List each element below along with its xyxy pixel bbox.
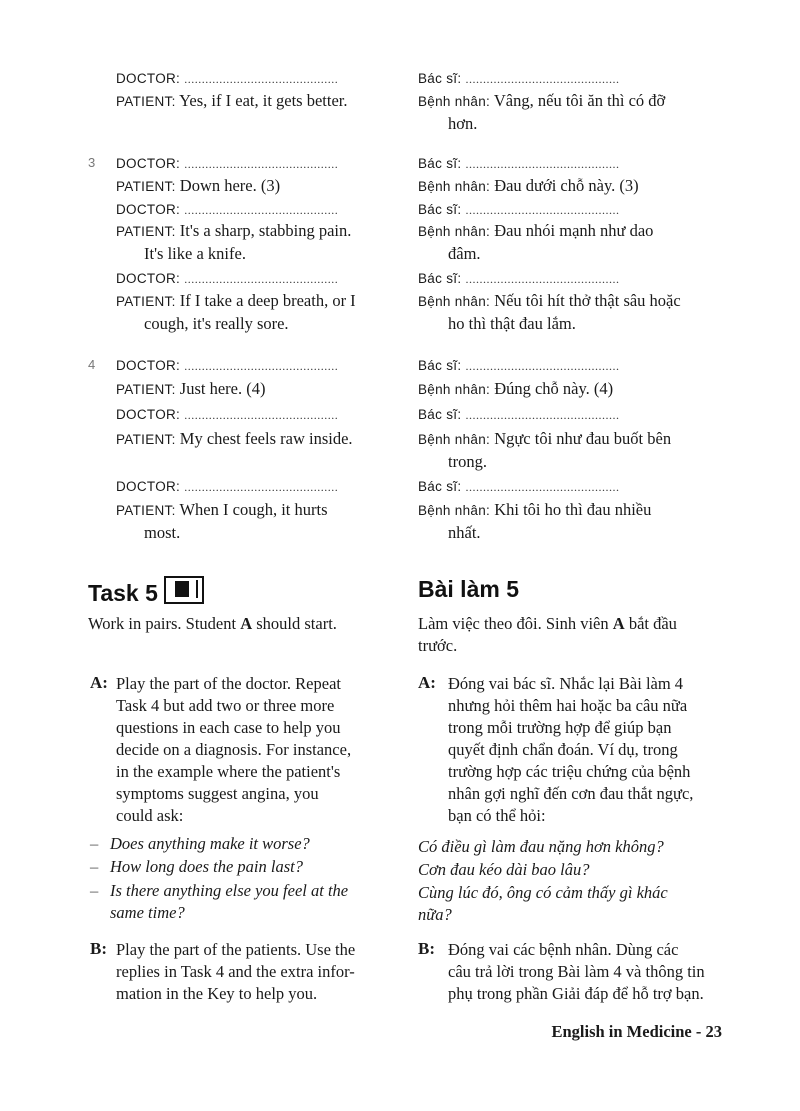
dialogue-line — [116, 90, 396, 113]
speaker-doctor: DOCTOR: — [116, 407, 181, 422]
dialogue-line — [116, 499, 396, 544]
student-b-instructions: Play the part of the patients. Use the replies in Task 4 and the extra infor- mation in the Key to help you. — [116, 940, 356, 1003]
speaker-patient: PATIENT: — [116, 432, 176, 447]
blank-line: ............................................ — [184, 72, 339, 86]
student-a-instructions: Play the part of the doctor. Repeat Task 4 but add two or three more questions in each case to help you decide on a diagnosis. For instance, in the example where the patient's symptoms suggest angina, you could ask: — [116, 674, 352, 825]
section-number: 3 — [88, 155, 96, 170]
dialogue-line — [418, 378, 730, 401]
speaker-patient: Bệnh nhân: — [418, 503, 491, 518]
patient-reply: When I cough, it hurts — [179, 500, 328, 519]
patient-reply: Yes, if I eat, it gets better. — [179, 91, 348, 110]
task-intro-vi: Làm việc theo đôi. Sinh viên A bắt đầu trước. — [418, 614, 677, 655]
dialogue-line — [418, 267, 730, 290]
speaker-doctor: DOCTOR: — [116, 479, 181, 494]
patient-reply-cont: đâm. — [448, 244, 481, 263]
dialogue-line — [418, 152, 730, 175]
speaker-doctor: Bác sĩ: — [418, 202, 462, 217]
speaker-doctor: Bác sĩ: — [418, 271, 462, 286]
task-heading-vi: Bài làm 5 — [418, 576, 519, 602]
speaker-patient: PATIENT: — [116, 382, 176, 397]
dialogue-line — [116, 475, 396, 498]
dialogue-line — [418, 220, 730, 265]
dialogue-line — [418, 428, 730, 473]
speaker-doctor: Bác sĩ: — [418, 358, 462, 373]
dialogue-line — [418, 475, 730, 498]
blank-line: ............................................ — [465, 72, 620, 86]
student-a-label: A: — [90, 673, 108, 692]
bullet-dash: – — [90, 881, 99, 900]
dialogue-line — [418, 290, 730, 335]
patient-reply-cont: nhất. — [448, 523, 481, 542]
student-b-label-vi: B: — [418, 939, 435, 958]
dialogue-line — [116, 378, 396, 401]
patient-reply: Đau nhói mạnh như dao — [494, 221, 654, 240]
speaker-patient: Bệnh nhân: — [418, 294, 491, 309]
blank-line: ............................................ — [184, 157, 339, 171]
dialogue-line — [116, 220, 396, 265]
section-number: 4 — [88, 357, 96, 372]
blank-line: ............................................ — [184, 408, 339, 422]
speaker-doctor: DOCTOR: — [116, 71, 181, 86]
blank-line: ............................................ — [465, 359, 620, 373]
patient-reply: Đúng chỗ này. (4) — [494, 379, 614, 398]
patient-reply: Đau dưới chỗ này. (3) — [494, 176, 639, 195]
dialogue-line — [418, 354, 730, 377]
blank-line: ............................................ — [465, 157, 620, 171]
student-b-label: B: — [90, 939, 107, 958]
patient-reply: It's a sharp, stabbing pain. — [179, 221, 352, 240]
patient-reply-cont: ho thì thật đau lắm. — [448, 314, 576, 333]
blank-line: ............................................ — [465, 408, 620, 422]
dialogue-line — [116, 290, 396, 335]
blank-line: ............................................ — [184, 203, 339, 217]
blank-line: ............................................ — [184, 359, 339, 373]
example-question: Is there anything else you feel at the same time? — [110, 881, 349, 922]
task-intro: Work in pairs. Student A should start. — [88, 614, 337, 633]
pair-work-icon — [164, 576, 204, 604]
patient-reply: Down here. (3) — [179, 176, 281, 195]
page-footer: English in Medicine - 23 — [551, 1022, 722, 1041]
patient-reply: If I take a deep breath, or I — [179, 291, 356, 310]
student-a-instructions-vi: Đóng vai bác sĩ. Nhắc lại Bài làm 4 nhưng hỏi thêm hai hoặc ba câu nữa trong mỗi trường hợp để giúp bạn quyết định chẩn đoán. Ví dụ, trong trường hợp các triệu chứng của bệnh nhân gợi nghĩ đến cơn đau thắt ngực, bạn có thể hỏi: — [448, 674, 694, 825]
dialogue-line — [116, 354, 396, 377]
example-question: How long does the pain last? — [110, 857, 303, 876]
blank-line: ............................................ — [465, 203, 620, 217]
dialogue-line — [116, 267, 396, 290]
speaker-patient: PATIENT: — [116, 179, 176, 194]
patient-reply-cont: It's like a knife. — [144, 244, 246, 263]
speaker-doctor: DOCTOR: — [116, 271, 181, 286]
bullet-dash: – — [90, 857, 99, 876]
dialogue-line — [116, 403, 396, 426]
student-a-label-vi: A: — [418, 673, 436, 692]
dialogue-line — [116, 198, 396, 221]
example-question: Does anything make it worse? — [110, 834, 310, 853]
speaker-doctor: DOCTOR: — [116, 358, 181, 373]
speaker-doctor: DOCTOR: — [116, 202, 181, 217]
dialogue-line — [116, 152, 396, 175]
speaker-doctor: Bác sĩ: — [418, 407, 462, 422]
speaker-patient: Bệnh nhân: — [418, 94, 491, 109]
bullet-dash: – — [90, 834, 99, 853]
patient-reply-cont: hơn. — [448, 114, 478, 133]
patient-reply: Ngực tôi như đau buốt bên — [494, 429, 672, 448]
patient-reply-cont: most. — [144, 523, 181, 542]
blank-line: ............................................ — [184, 480, 339, 494]
patient-reply: Khi tôi ho thì đau nhiều — [494, 500, 652, 519]
speaker-patient: Bệnh nhân: — [418, 382, 491, 397]
blank-line: ............................................ — [465, 272, 620, 286]
dialogue-line — [418, 198, 730, 221]
speaker-patient: Bệnh nhân: — [418, 224, 491, 239]
blank-line: ............................................ — [465, 480, 620, 494]
dialogue-line — [418, 499, 730, 544]
example-question-vi: Có điều gì làm đau nặng hơn không? — [418, 837, 664, 856]
speaker-doctor: Bác sĩ: — [418, 156, 462, 171]
speaker-patient: PATIENT: — [116, 224, 176, 239]
student-b-instructions-vi: Đóng vai các bệnh nhân. Dùng các câu trả lời trong Bài làm 4 và thông tin phụ trong phần Giải đáp để hỗ trợ bạn. — [448, 940, 705, 1003]
patient-reply-cont: trong. — [448, 452, 487, 471]
patient-reply: My chest feels raw inside. — [179, 429, 353, 448]
task-title: Task 5 — [88, 580, 158, 606]
dialogue-line — [418, 90, 730, 135]
speaker-doctor: Bác sĩ: — [418, 479, 462, 494]
dialogue-line — [418, 67, 730, 90]
speaker-doctor: Bác sĩ: — [418, 71, 462, 86]
task-heading — [88, 576, 204, 607]
speaker-patient: PATIENT: — [116, 503, 176, 518]
patient-reply-cont: cough, it's really sore. — [144, 314, 289, 333]
speaker-patient: PATIENT: — [116, 94, 176, 109]
blank-line: ............................................ — [184, 272, 339, 286]
patient-reply: Just here. (4) — [179, 379, 266, 398]
speaker-doctor: DOCTOR: — [116, 156, 181, 171]
dialogue-line — [116, 175, 396, 198]
speaker-patient: Bệnh nhân: — [418, 179, 491, 194]
patient-reply: Nếu tôi hít thở thật sâu hoặc — [494, 291, 681, 310]
patient-reply: Vâng, nếu tôi ăn thì có đỡ — [493, 91, 666, 110]
dialogue-line — [116, 428, 396, 451]
speaker-patient: PATIENT: — [116, 294, 176, 309]
speaker-patient: Bệnh nhân: — [418, 432, 491, 447]
dialogue-line — [418, 175, 730, 198]
example-question-vi: Cùng lúc đó, ông có cảm thấy gì khác nữa? — [418, 883, 668, 924]
dialogue-line — [418, 403, 730, 426]
dialogue-line — [116, 67, 396, 90]
example-question-vi: Cơn đau kéo dài bao lâu? — [418, 860, 590, 879]
